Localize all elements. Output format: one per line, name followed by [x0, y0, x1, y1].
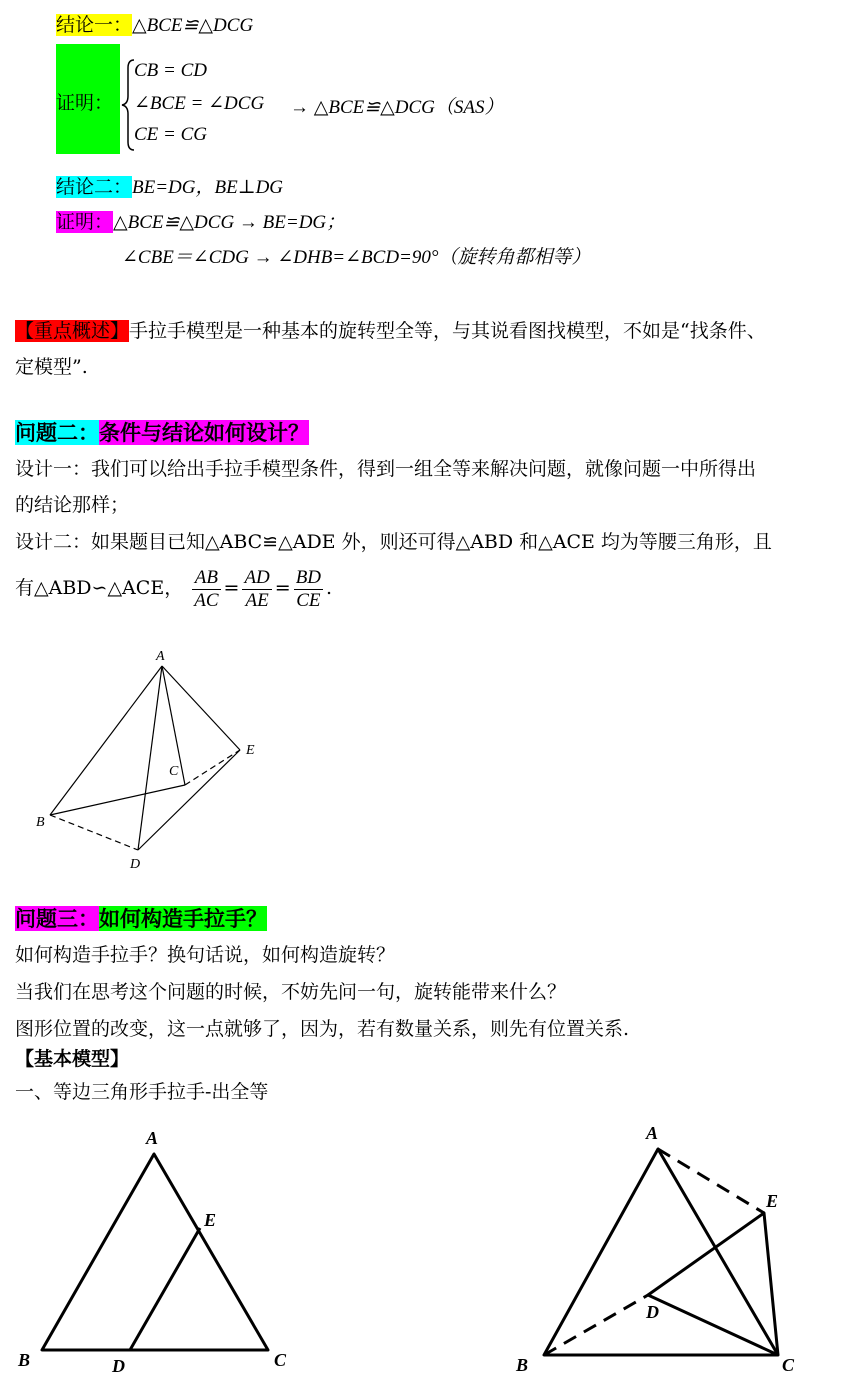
- design-1-line-2: 的结论那样；: [15, 494, 130, 516]
- design-2-line-2: [15, 566, 332, 612]
- design-2-line-1: 设计二：如果题目已知△ABC≌△ADE 外，则还可得△ABD 和△ACE 均为等腰三角形，且: [15, 531, 772, 553]
- question-2-label: 问题二：: [15, 420, 99, 445]
- label-a: A: [146, 1128, 159, 1148]
- summary-text-2: 定模型”.: [15, 356, 88, 378]
- label-d: D: [112, 1356, 125, 1376]
- conclusion-2: [56, 174, 283, 201]
- figure-2: [10, 1120, 310, 1380]
- label-b: B: [18, 1350, 31, 1370]
- segment-ae: [162, 666, 240, 750]
- fraction-bd-ce: $\frac{BD}{CE}$: [295, 566, 322, 611]
- segment-ce-dashed: [185, 750, 240, 785]
- proof-1-line-2: ∠BCE = ∠DCG: [134, 93, 265, 114]
- summary-text-1: 手拉手模型是一种基本的旋转型全等，与其说看图找模型，不如是“找条件、: [129, 320, 766, 342]
- label-d: D: [130, 857, 141, 872]
- segment-de: [130, 1228, 200, 1350]
- label-e: E: [246, 743, 255, 758]
- question-3-heading: [15, 904, 267, 934]
- question-2-heading: [15, 418, 309, 448]
- fraction-ab-ac: $\frac{AB}{AC}$: [194, 566, 219, 611]
- proof-1-label: 证明：: [56, 92, 114, 114]
- question-2-title: 条件与结论如何设计？: [99, 420, 309, 445]
- label-b: B: [516, 1355, 529, 1375]
- conclusion-1-label: 结论一：: [56, 14, 133, 36]
- proof-2-label: 证明：: [56, 211, 114, 233]
- question-3-paragraph-3: 图形位置的改变，这一点就够了，因为，若有数量关系，则先有位置关系.: [15, 1018, 630, 1040]
- figure-1: [30, 640, 280, 880]
- segment-ae-dashed: [658, 1149, 764, 1213]
- label-a: A: [646, 1123, 659, 1143]
- triangle-abc: [42, 1154, 268, 1350]
- proof-1-line-1: CB = CD: [134, 60, 207, 81]
- label-a: A: [156, 649, 165, 664]
- proof-1-result: → △BCE≌△DCG（SAS）: [290, 97, 504, 118]
- proof-2-line-2: ∠CBE＝∠CDG → ∠DHB=∠BCD=90°（旋转角都相等）: [122, 247, 591, 268]
- label-c: C: [169, 764, 179, 779]
- label-c: C: [782, 1355, 795, 1375]
- segment-bd-dashed: [50, 815, 138, 850]
- question-3-paragraph-2: 当我们在思考这个问题的时候，不妨先问一句，旋转能带来什么？: [15, 981, 567, 1003]
- label-e: E: [204, 1210, 217, 1230]
- conclusion-1-expr: △BCE≌△DCG: [132, 15, 254, 36]
- sentence-end: .: [326, 577, 333, 599]
- proof-2: [56, 209, 345, 236]
- triangle-cde: [648, 1213, 778, 1355]
- design-2-line-2-text: 有△ABD∽△ACE，: [15, 577, 184, 599]
- summary-line-1: [15, 318, 766, 344]
- question-3-title: 如何构造手拉手？: [99, 906, 267, 931]
- segment-bc: [50, 785, 185, 815]
- equals-sign-2: =: [274, 577, 291, 599]
- conclusion-2-label: 结论二：: [56, 176, 133, 198]
- question-3-label: 问题三：: [15, 906, 99, 931]
- proof-2-line-1: △BCE≌△DCG → BE=DG；: [113, 212, 346, 233]
- design-1-line-1: 设计一：我们可以给出手拉手模型条件，得到一组全等来解决问题，就像问题一中所得出: [15, 458, 757, 480]
- figure-3: [500, 1115, 820, 1380]
- equals-sign-1: =: [223, 577, 240, 599]
- question-3-paragraph-1: 如何构造手拉手？换句话说，如何构造旋转？: [15, 944, 396, 966]
- basic-model-title: 【基本模型】: [15, 1048, 130, 1070]
- proof-1-line-3: CE = CG: [134, 124, 207, 145]
- label-c: C: [274, 1350, 287, 1370]
- triangle-abc: [544, 1149, 778, 1355]
- model-1-title: 一、等边三角形手拉手-出全等: [15, 1081, 269, 1103]
- fraction-ad-ae: $\frac{AD}{AE}$: [244, 566, 270, 611]
- conclusion-2-expr: BE=DG，BE⊥DG: [132, 177, 284, 198]
- segment-de: [138, 750, 240, 850]
- conclusion-1: [56, 12, 253, 39]
- summary-tag: 【重点概述】: [15, 320, 130, 342]
- label-b: B: [36, 815, 45, 830]
- label-e: E: [766, 1191, 779, 1211]
- label-d: D: [646, 1302, 659, 1322]
